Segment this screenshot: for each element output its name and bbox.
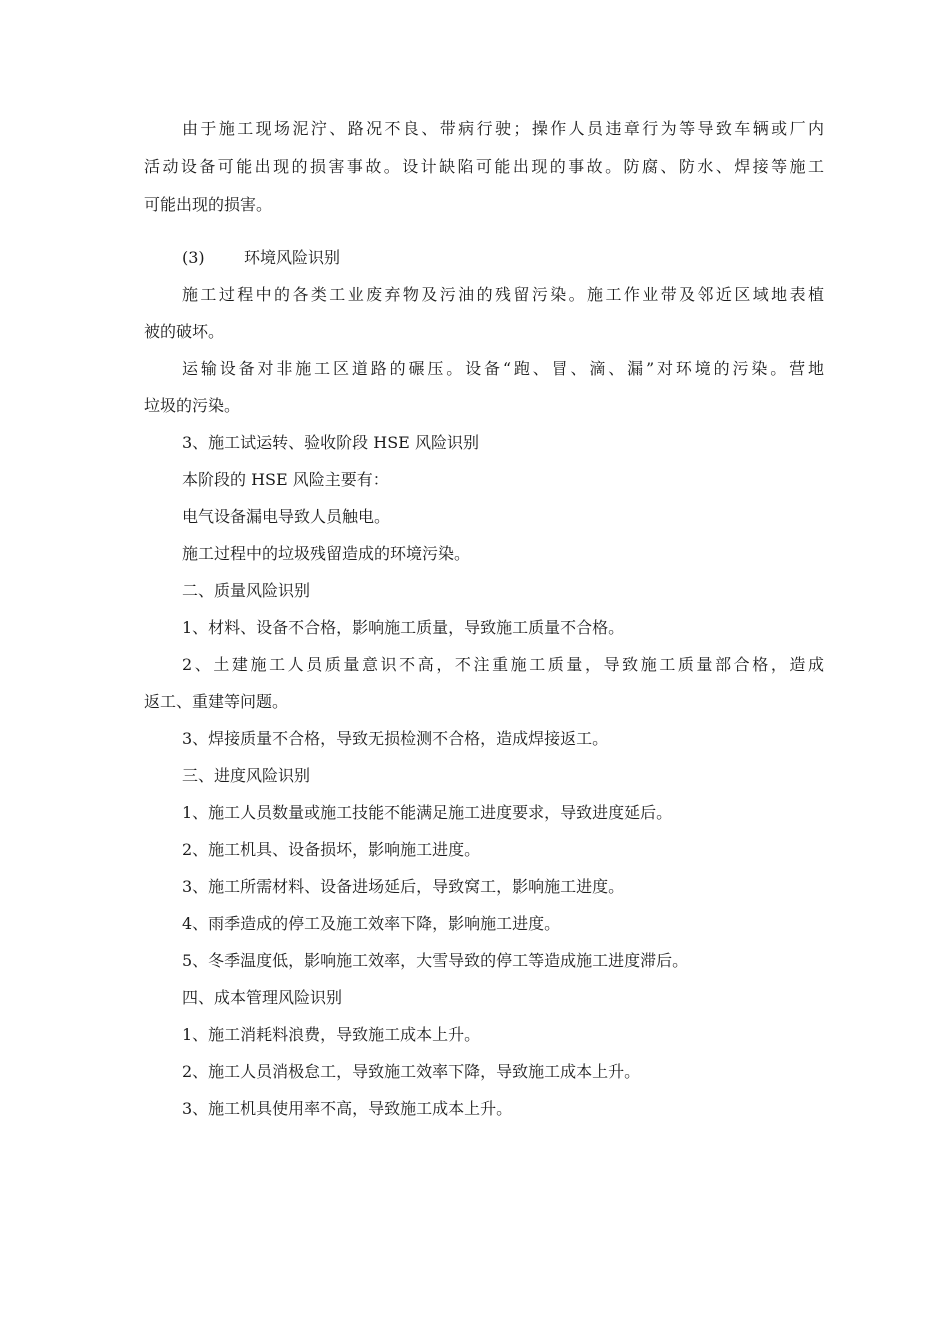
list-item: 3、施工机具使用率不高，导致施工成本上升。 <box>182 1099 513 1118</box>
section-heading-quality: 二、质量风险识别 <box>182 581 311 600</box>
paragraph-line: 垃圾的污染。 <box>144 396 241 415</box>
list-item: 施工过程中的垃圾残留造成的环境污染。 <box>182 544 471 563</box>
paragraph-line: 施工过程中的各类工业废弃物及污油的残留污染。施工作业带及邻近区域地表植 <box>182 285 824 304</box>
section-heading-schedule: 三、进度风险识别 <box>182 766 311 785</box>
list-item: 2、施工机具、设备损坏，影响施工进度。 <box>182 840 481 859</box>
paragraph-line: 由于施工现场泥泞、路况不良、带病行驶；操作人员违章行为等导致车辆或厂内 <box>182 119 824 138</box>
list-item: 5、冬季温度低，影响施工效率，大雪导致的停工等造成施工进度滞后。 <box>182 951 689 970</box>
list-item: 1、施工人员数量或施工技能不能满足施工进度要求，导致进度延后。 <box>182 803 673 822</box>
list-item: 1、材料、设备不合格，影响施工质量，导致施工质量不合格。 <box>182 618 625 637</box>
heading-title: 环境风险识别 <box>244 248 341 267</box>
list-item: 4、雨季造成的停工及施工效率下降，影响施工进度。 <box>182 914 561 933</box>
list-item: 2、施工人员消极怠工，导致施工效率下降，导致施工成本上升。 <box>182 1062 641 1081</box>
paragraph-line: 活动设备可能出现的损害事故。设计缺陷可能出现的事故。防腐、防水、焊接等施工 <box>144 157 824 176</box>
paragraph-line: 被的破坏。 <box>144 322 225 341</box>
list-item-continuation: 返工、重建等问题。 <box>144 692 289 711</box>
list-item: 3、焊接质量不合格，导致无损检测不合格，造成焊接返工。 <box>182 729 609 748</box>
section-heading-cost: 四、成本管理风险识别 <box>182 988 343 1007</box>
list-item: 电气设备漏电导致人员触电。 <box>182 507 391 526</box>
list-item: 2、土建施工人员质量意识不高，不注重施工质量，导致施工质量部合格，造成 <box>182 655 824 674</box>
list-item: 3、施工所需材料、设备进场延后，导致窝工，影响施工进度。 <box>182 877 625 896</box>
list-item: 1、施工消耗料浪费，导致施工成本上升。 <box>182 1025 481 1044</box>
section-heading-stage3: 3、施工试运转、验收阶段 HSE 风险识别 <box>182 433 479 452</box>
heading-number: (3) <box>182 248 205 267</box>
paragraph-line: 运输设备对非施工区道路的碾压。设备“跑、冒、滴、漏”对环境的污染。营地 <box>182 359 824 378</box>
paragraph-line: 可能出现的损害。 <box>144 195 273 214</box>
section-heading-environment <box>182 248 824 268</box>
paragraph-line: 本阶段的 HSE 风险主要有： <box>182 470 389 489</box>
